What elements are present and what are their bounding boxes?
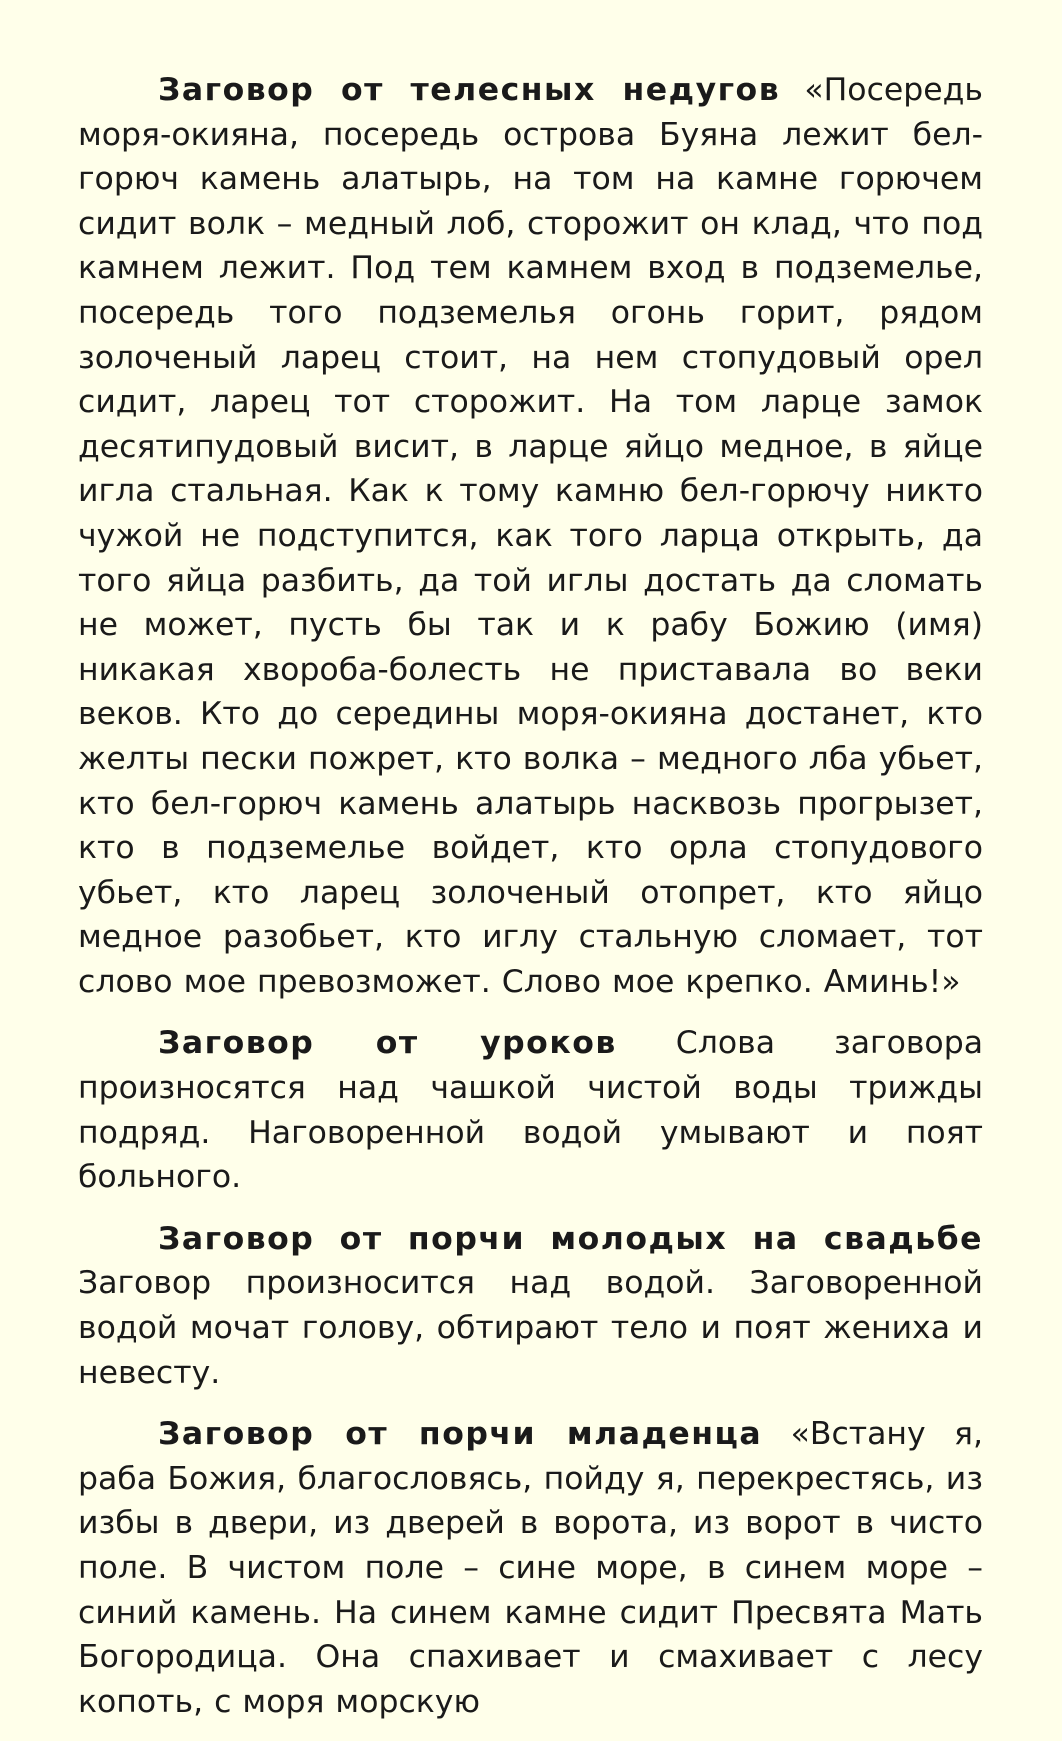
spell-title: Заговор от порчи младенца [158, 1416, 763, 1453]
spell-infant [78, 1412, 983, 1724]
spell-text: Слова заговора произносятся над чашкой чистой воды трижды подряд. Наговоренной водой умывают и поят больного. [78, 1025, 983, 1196]
spell-text: «Посередь моря-окияна, посередь острова Буяна лежит бел-горюч камень алатырь, на том на камне горючем сидит волк – медный лоб, сторожит он клад, что под камнем лежит. Под тем камнем вход в подземелье, посередь того подземелья огонь горит, рядом золоченый ларец стоит, на нем стопудовый орел сидит, ларец тот сторожит. На том ларце замок десятипудовый висит, в ларце яйцо медное, в яйце игла стальная. Как к тому камню бел-горючу никто чужой не подступится, как того ларца открыть, да того яйца разбить, да той иглы достать да сломать не может, пусть бы так и к рабу Божию (имя) никакая хвороба-болесть не приставала во веки веков. Кто до середины моря-окияна достанет, кто желты пески пожрет, кто волка – медного лба убьет, кто бел-горюч камень алатырь насквозь прогрызет, кто в подземелье войдет, кто орла стопудового убьет, кто ларец золоченый отопрет, кто яйцо медное разобьет, кто иглу стальную сломает, тот слово мое превозможет. Слово мое крепко. Аминь!» [78, 72, 983, 1000]
spell-text: «Встану я, раба Божия, благословясь, пойду я, перекрестясь, из избы в двери, из дверей в ворота, из ворот в чисто поле. В чистом поле – сине море, в синем море – синий камень. На синем камне сидит Пресвята Мать Богородица. Она спахивает и смахивает с лесу копоть, с моря морскую [78, 1416, 983, 1720]
spell-title: Заговор от телесных недугов [158, 72, 781, 108]
spell-text: Заговор произносится над водой. Заговоренной водой мочат голову, обтирают тело и поят жениха и невесту. [78, 1265, 983, 1391]
spell-title: Заговор от уроков [158, 1025, 617, 1062]
document-page [78, 68, 983, 1741]
spell-evil-eye [78, 1021, 983, 1199]
spell-wedding [78, 1217, 983, 1395]
spell-title: Заговор от порчи молодых на свадьбе [158, 1220, 983, 1257]
spell-body-ailments [78, 68, 983, 1004]
